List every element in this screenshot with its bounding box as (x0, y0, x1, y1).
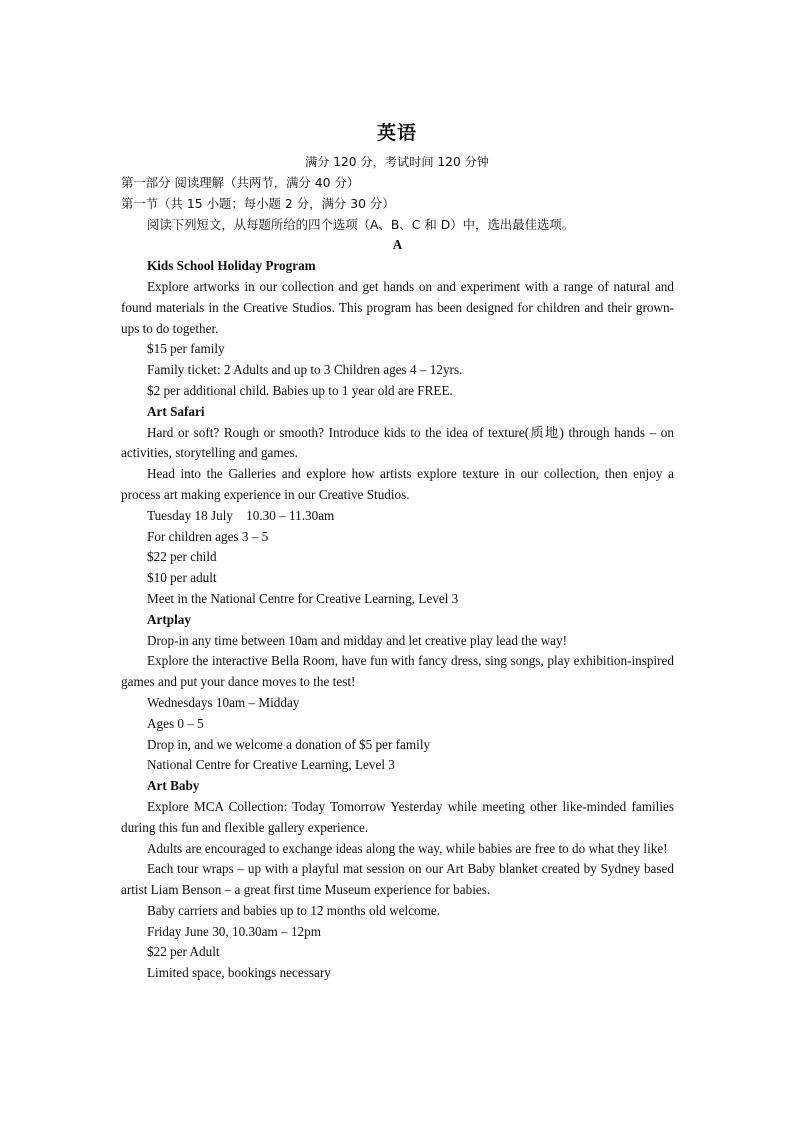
art-baby-booking: Limited space, bookings necessary (147, 965, 331, 981)
art-safari-location: Meet in the National Centre for Creative Learning, Level 3 (147, 590, 459, 606)
kids-program-description: Explore artworks in our collection and get hands on and experiment with a range of natural and found materials in the Creative Studios. This program has been designed for children and their grown-ups to do together. (121, 278, 674, 336)
art-safari-heading: Art Safari (147, 403, 205, 419)
art-safari-time: Tuesday 18 July 10.30 – 11.30am (147, 507, 335, 523)
art-safari-detail: Head into the Galleries and explore how artists explore texture in our collection, then enjoy a process art making experience in our Creative Studios. (121, 466, 674, 502)
directions-text: 阅读下列短文，从每题所给的四个选项（A、B、C 和 D）中，选出最佳选项。 (147, 216, 575, 232)
artplay-ages: Ages 0 – 5 (147, 715, 204, 731)
art-baby-intro: Explore MCA Collection: Today Tomorrow Yesterday while meeting other like-minded families during this fun and flexible gallery experience. (121, 798, 674, 835)
artplay-heading: Artplay (147, 611, 191, 627)
exam-body (121, 173, 674, 984)
kids-program-heading: Kids School Holiday Program (147, 258, 316, 274)
art-baby-heading: Art Baby (147, 778, 200, 794)
passage-label: A (392, 237, 403, 253)
artplay-donation: Drop in, and we welcome a donation of $5 per family (147, 736, 431, 752)
art-baby-adults: Adults are encouraged to exchange ideas along the way, while babies are free to do what they like! (147, 840, 668, 856)
kids-program-family-ticket: Family ticket: 2 Adults and up to 3 Children ages 4 – 12yrs. (147, 362, 463, 378)
art-baby-price: $22 per Adult (147, 944, 220, 960)
art-safari-intro: Hard or soft? Rough or smooth? Introduce kids to the idea of texture(质地) through hands – on activities, storytelling and games. (121, 424, 674, 461)
artplay-location: National Centre for Creative Learning, Level 3 (147, 757, 395, 773)
art-safari-adult-price: $10 per adult (147, 570, 217, 586)
exam-subtitle: 满分 120 分，考试时间 120 分钟 (305, 155, 489, 169)
artplay-detail: Explore the interactive Bella Room, have fun with fancy dress, sing songs, play exhibition-inspired games and put your dance moves to the test! (121, 653, 674, 690)
kids-program-price: $15 per family (147, 341, 225, 357)
section-heading: 第一节（共 15 小题；每小题 2 分，满分 30 分） (121, 195, 395, 211)
art-safari-ages: For children ages 3 – 5 (147, 528, 269, 544)
page-title: 英语 (376, 122, 417, 144)
art-baby-tour: Each tour wraps – up with a playful mat session on our Art Baby blanket created by Sydney based artist Liam Benson – a great first time Museum experience for babies. (121, 861, 674, 898)
art-baby-carriers: Baby carriers and babies up to 12 months old welcome. (147, 902, 440, 918)
artplay-intro: Drop-in any time between 10am and midday and let creative play lead the way! (147, 632, 568, 648)
artplay-time: Wednesdays 10am – Midday (147, 694, 300, 710)
art-baby-time: Friday June 30, 10.30am – 12pm (147, 923, 321, 939)
art-safari-child-price: $22 per child (147, 549, 217, 565)
kids-program-additional: $2 per additional child. Babies up to 1 year old are FREE. (147, 382, 453, 398)
part-heading: 第一部分 阅读理解（共两节，满分 40 分） (121, 175, 360, 190)
